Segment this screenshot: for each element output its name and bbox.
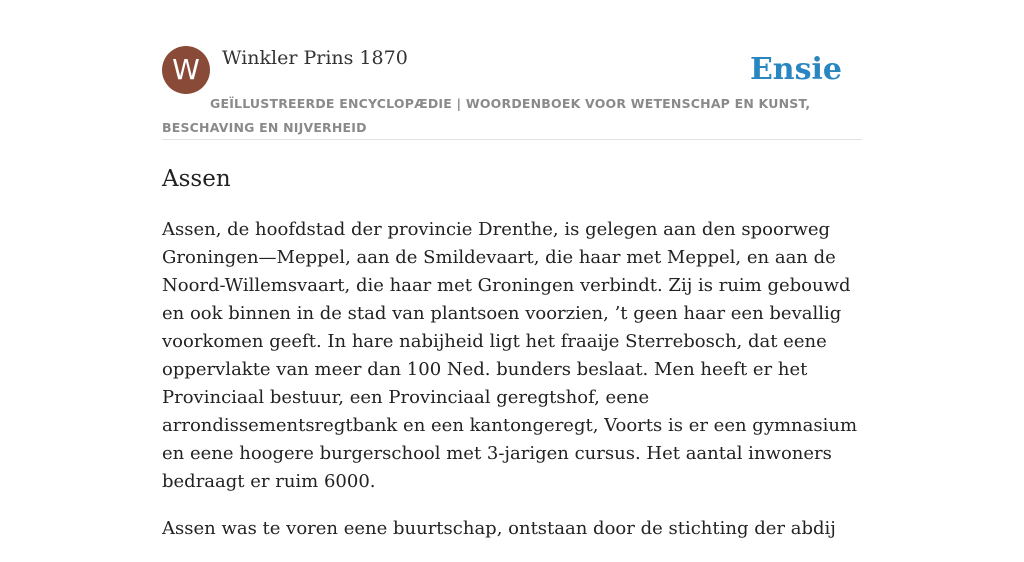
source-title-link[interactable]: Winkler Prins 1870 xyxy=(222,47,408,69)
article-title: Assen xyxy=(162,166,231,192)
article-paragraph: Assen was te voren eene buurtschap, ontstaan door de stichting der abdij xyxy=(162,518,836,539)
avatar-letter: W xyxy=(172,53,200,86)
article-paragraph: Assen, de hoofdstad der provincie Drenthe, is gelegen aan den spoorweg Groningen—Meppel, aan de Smildevaart, die haar met Meppel, en aan de Noord-Willemsvaart, die haar met Groningen verbindt. Zij is ruim gebouwd en ook binnen in de stad van plantsoen voorzien, ’t geen haar een bevallig voorkomen geeft. In hare nabijheid ligt het fraaije Sterrebosch, dat eene oppervlakte van meer dan 100 Ned. bunders beslaat. Men heeft er het Provinciaal bestuur, een Provinciaal geregtshof, eene arrondissementsregtbank en een kantongeregt, Voorts is er een gymnasium en eene hoogere burgerschool met 3-jarigen cursus. Het aantal inwoners bedraagt er ruim 6000. xyxy=(162,219,858,492)
source-subtitle: GEÏLLUSTREERDE ENCYCLOPÆDIE | WOORDENBOEK VOOR WETENSCHAP EN KUNST, BESCHAVING EN NIJVERHEID xyxy=(162,96,811,135)
ensie-logo[interactable]: Ensie xyxy=(749,52,842,87)
article-body xyxy=(162,216,862,562)
header-divider xyxy=(162,139,862,140)
source-avatar[interactable] xyxy=(162,46,210,94)
